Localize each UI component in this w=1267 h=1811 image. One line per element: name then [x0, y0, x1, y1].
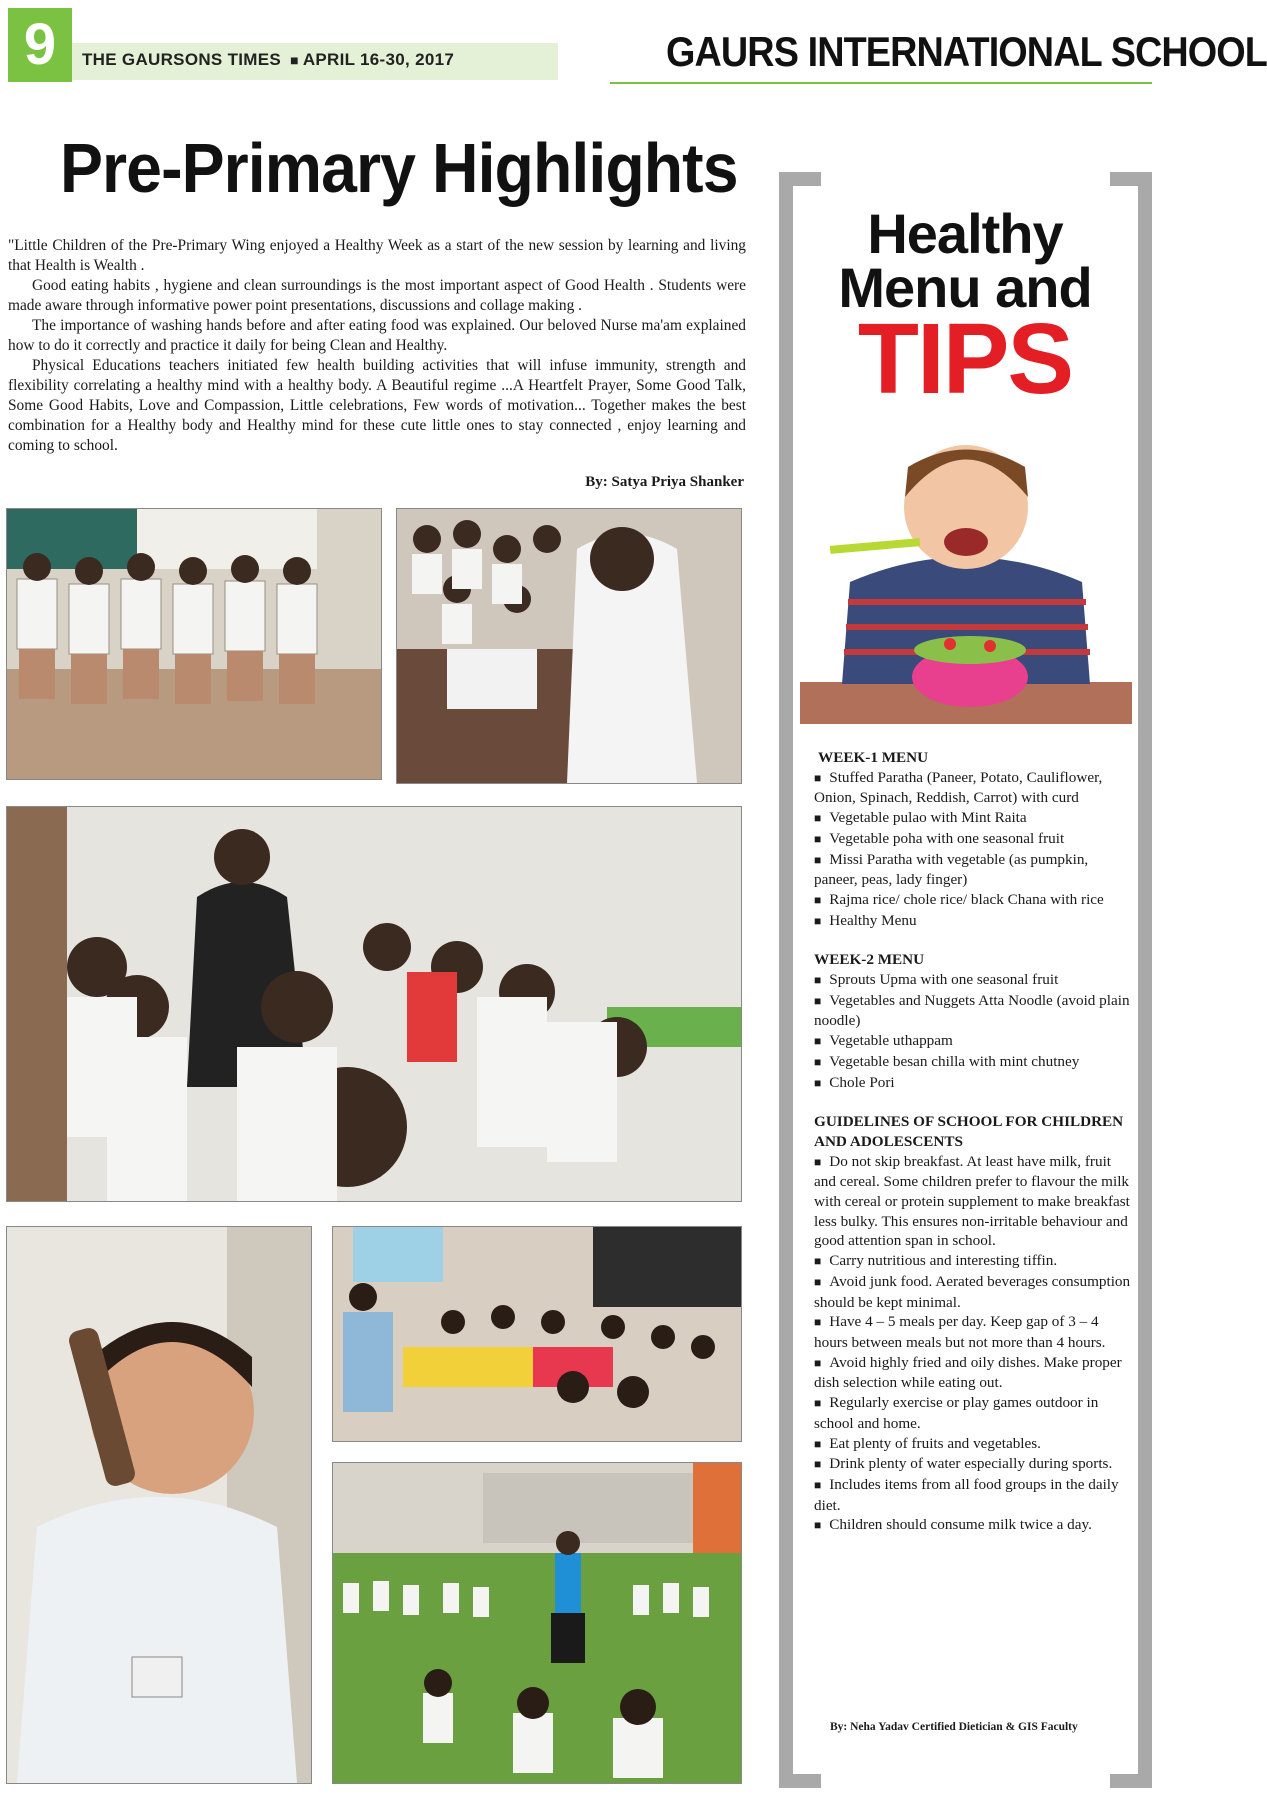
bullet-square: ■ — [814, 1396, 822, 1411]
week2-heading: WEEK-2 MENU — [814, 951, 925, 969]
week2-list — [814, 970, 1132, 1093]
list-item — [814, 1152, 1132, 1252]
school-name: GAURS INTERNATIONAL SCHOOL — [666, 28, 1267, 75]
article-byline: By: Satya Priya Shanker — [585, 474, 744, 490]
list-item-text: Includes items from all food groups in the daily diet. — [814, 1475, 1119, 1514]
sidebar-title-tips: TIPS — [857, 303, 1073, 415]
page-number: 9 — [8, 8, 72, 82]
list-item-text: Do not skip breakfast. At least have milk, fruit and cereal. Some children prefer to flavour the milk with cereal or protein supplement to make breakfast less bulky. This ensures non-irritable behaviour and good attention span in school. — [814, 1152, 1130, 1250]
bullet-square: ■ — [814, 770, 822, 785]
sidebar-byline: By: Neha Yadav Certified Dietician & GIS Faculty — [830, 1721, 1078, 1733]
bullet-square: ■ — [814, 1154, 822, 1169]
article-paragraph: The importance of washing hands before and after eating food was explained. Our beloved Nurse ma'am explained how to do it correctly and practice it daily for being Clean and Healthy. — [8, 317, 746, 354]
article-body — [8, 236, 746, 456]
list-item-text: Healthy Menu — [829, 911, 917, 929]
bullet-square: ■ — [814, 892, 822, 907]
list-item-text: Vegetable poha with one seasonal fruit — [829, 829, 1065, 847]
bullet-square: ■ — [814, 1254, 822, 1269]
list-item-text: Avoid junk food. Aerated beverages consumption should be kept minimal. — [814, 1272, 1131, 1311]
list-item — [814, 1052, 1132, 1073]
header-rule — [610, 82, 1152, 84]
bullet-square: ■ — [814, 913, 822, 928]
list-item — [814, 1312, 1132, 1352]
bullet-square: ■ — [814, 1075, 822, 1090]
guidelines-list — [814, 1152, 1132, 1536]
article-paragraph: Physical Educations teachers initiated few health building activities that will infuse immunity, strength and flexibility correlating a healthy mind with a healthy body. A Beautiful regime ...A Heartfelt Prayer, Some Good Talk, Some Good Habits, Love and Compassion, Little celebrations, Few words of motivation... Together makes the best combination for a Healthy body and Healthy mind for these cute little ones to stay connected , enjoy learning and coming to school. — [8, 357, 746, 454]
list-item-text: Carry nutritious and interesting tiffin. — [829, 1252, 1058, 1270]
photo-classroom — [332, 1226, 742, 1442]
sidebar-bracket-cap — [1110, 172, 1152, 186]
photo-children-lineup — [6, 508, 382, 780]
list-item — [814, 808, 1132, 829]
bullet-square: ■ — [814, 1034, 822, 1049]
list-item-text: Have 4 – 5 meals per day. Keep gap of 3 – 4 hours between meals but not more than 4 hours. — [814, 1313, 1106, 1351]
guidelines-heading: GUIDELINES OF SCHOOL FOR CHILDREN AND ADOLESCENTS — [814, 1113, 1124, 1150]
sidebar-title-line: Healthy — [867, 202, 1063, 265]
list-item-text: Vegetable uthappam — [829, 1032, 953, 1050]
week1-heading: WEEK-1 MENU — [818, 749, 929, 766]
list-item — [814, 1031, 1132, 1052]
list-item-text: Vegetable pulao with Mint Raita — [829, 809, 1027, 827]
list-item-text: Stuffed Paratha (Paneer, Potato, Cauliflower, Onion, Spinach, Reddish, Carrot) with curd — [814, 768, 1103, 807]
bullet-square: ■ — [814, 1477, 822, 1492]
sidebar-bracket-cap — [1110, 1774, 1152, 1788]
bullet-square: ■ — [814, 1457, 822, 1472]
list-item-text: Missi Paratha with vegetable (as pumpkin, paneer, peas, lady finger) — [814, 850, 1089, 889]
page-title: Pre-Primary Highlights — [60, 129, 738, 207]
issue-date: APRIL 16-30, 2017 — [302, 50, 455, 69]
bullet-square: ■ — [814, 1054, 822, 1069]
list-item — [814, 970, 1132, 991]
photo-boy-eating-salad — [800, 422, 1132, 724]
sidebar-bracket-left — [779, 172, 793, 1788]
list-item — [814, 829, 1132, 850]
publication-name: THE GAURSONS TIMES — [82, 50, 282, 69]
list-item — [814, 991, 1132, 1031]
list-item — [814, 1454, 1132, 1475]
sidebar-bracket-cap — [779, 172, 821, 186]
sidebar-bracket-right — [1138, 172, 1152, 1788]
list-item-text: Regularly exercise or play games outdoor in school and home. — [814, 1394, 1099, 1432]
sidebar-content — [814, 748, 1132, 1536]
bullet-square: ■ — [814, 993, 822, 1008]
week1-list — [814, 768, 1132, 932]
list-item-text: Vegetable besan chilla with mint chutney — [829, 1052, 1080, 1070]
article-paragraph: "Little Children of the Pre-Primary Wing enjoyed a Healthy Week as a start of the new session by learning and living that Health is Wealth . — [8, 237, 746, 274]
list-item-text: Avoid highly fried and oily dishes. Make proper dish selection while eating out. — [814, 1353, 1122, 1392]
publication-line — [82, 50, 454, 70]
list-item — [814, 1475, 1132, 1515]
separator-square: ■ — [290, 52, 299, 68]
sidebar-bracket-cap — [779, 1774, 821, 1788]
list-item — [814, 850, 1132, 890]
list-item-text: Children should consume milk twice a day. — [829, 1516, 1092, 1534]
bullet-square: ■ — [814, 811, 822, 826]
bullet-square: ■ — [814, 973, 822, 988]
list-item — [814, 1251, 1132, 1272]
list-item — [814, 1272, 1132, 1312]
photo-outdoor-exercise — [332, 1462, 742, 1784]
list-item-text: Sprouts Upma with one seasonal fruit — [829, 971, 1059, 989]
sidebar-title-line: Menu and — [838, 256, 1092, 319]
list-item — [814, 768, 1132, 808]
article-paragraph: Good eating habits , hygiene and clean surroundings is the most important aspect of Good Health . Students were made aware through informative power point presentations, discussions and collage making . — [8, 277, 746, 314]
bullet-square: ■ — [814, 852, 822, 867]
list-item — [814, 890, 1132, 911]
list-item-text: Chole Pori — [829, 1073, 895, 1091]
list-item — [814, 1515, 1132, 1536]
list-item-text: Drink plenty of water especially during sports. — [829, 1455, 1113, 1473]
photo-handwashing — [396, 508, 742, 784]
bullet-square: ■ — [814, 1436, 822, 1451]
bullet-square: ■ — [814, 1315, 822, 1330]
photo-teacher-group — [6, 806, 742, 1202]
list-item — [814, 1353, 1132, 1393]
list-item — [814, 1073, 1132, 1094]
bullet-square: ■ — [814, 1518, 822, 1533]
bullet-square: ■ — [814, 1274, 822, 1289]
photo-boy-combing — [6, 1226, 312, 1784]
list-item-text: Vegetables and Nuggets Atta Noodle (avoid plain noodle) — [814, 991, 1130, 1030]
list-item — [814, 911, 1132, 932]
list-item — [814, 1434, 1132, 1455]
bullet-square: ■ — [814, 831, 822, 846]
list-item — [814, 1393, 1132, 1433]
bullet-square: ■ — [814, 1355, 822, 1370]
list-item-text: Eat plenty of fruits and vegetables. — [829, 1434, 1041, 1452]
list-item-text: Rajma rice/ chole rice/ black Chana with rice — [829, 890, 1104, 908]
